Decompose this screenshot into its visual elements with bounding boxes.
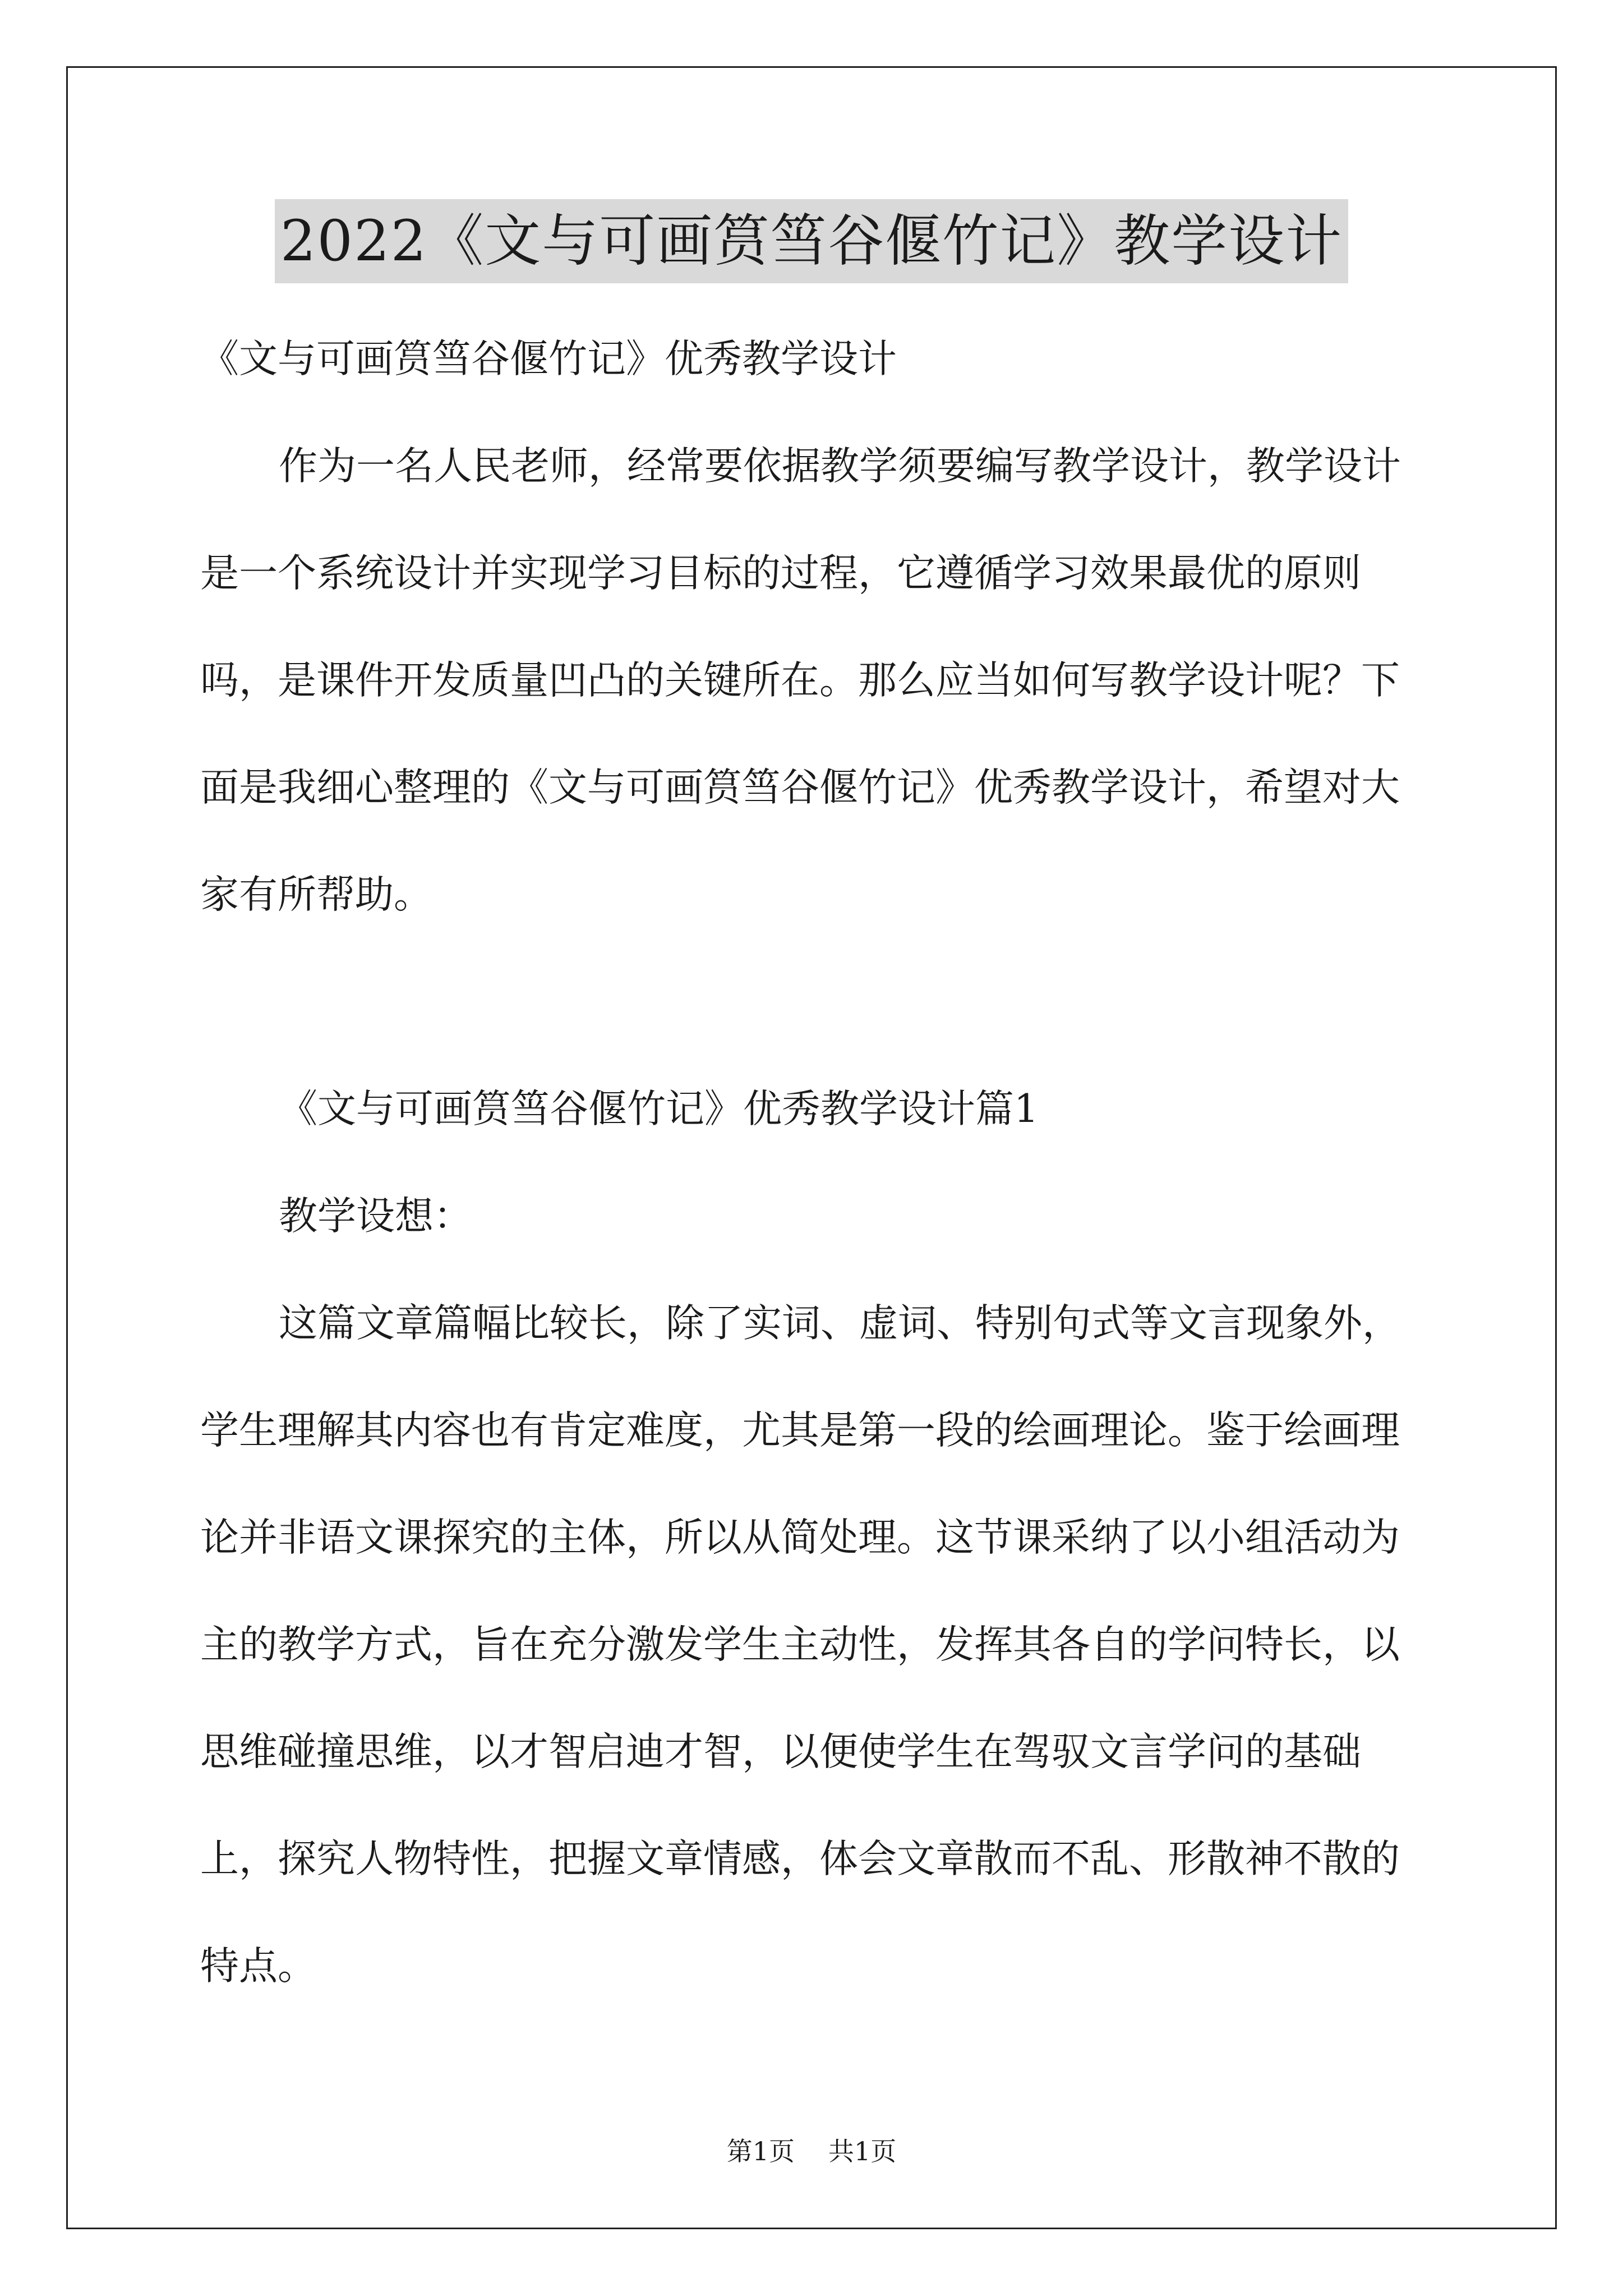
page-number-total: 共1页: [828, 2136, 897, 2166]
intro-paragraph: 作为一名人民老师，经常要依据教学须要编写教学设计，教学设计是一个系统设计并实现学习目标的过程，它遵循学习效果最优的原则吗，是课件开发质量凹凸的关键所在。那么应当如何写教学设计呢？下面是我细心整理的《文与可画筼筜谷偃竹记》优秀教学设计，希望对大家有所帮助。: [200, 444, 1401, 917]
document-title: 2022《文与可画筼筜谷偃竹记》教学设计: [275, 199, 1349, 283]
page-number-current: 第1页: [726, 2136, 795, 2166]
document-body: [200, 306, 1434, 2020]
body-paragraph: 这篇文章篇幅比较长，除了实词、虚词、特别句式等文言现象外，学生理解其内容也有肯定难度，尤其是第一段的绘画理论。鉴于绘画理论并非语文课探究的主体，所以从简处理。这节课采纳了以小组活动为主的教学方式，旨在充分激发学生主动性，发挥其各自的学问特长，以思维碰撞思维，以才智启迪才智，以便使学生在驾驭文言学问的基础上，探究人物特性，把握文章情感，体会文章散而不乱、形散神不散的特点。: [200, 1301, 1401, 1989]
section-heading: 《文与可画筼筜谷偃竹记》优秀教学设计篇1: [279, 1087, 1039, 1131]
document-subtitle: 《文与可画筼筜谷偃竹记》优秀教学设计: [200, 337, 897, 381]
page-footer: [0, 2132, 1623, 2171]
document-title-container: [0, 199, 1623, 283]
subheading: 教学设想：: [279, 1194, 472, 1239]
paragraph-spacer: [200, 949, 1434, 1056]
